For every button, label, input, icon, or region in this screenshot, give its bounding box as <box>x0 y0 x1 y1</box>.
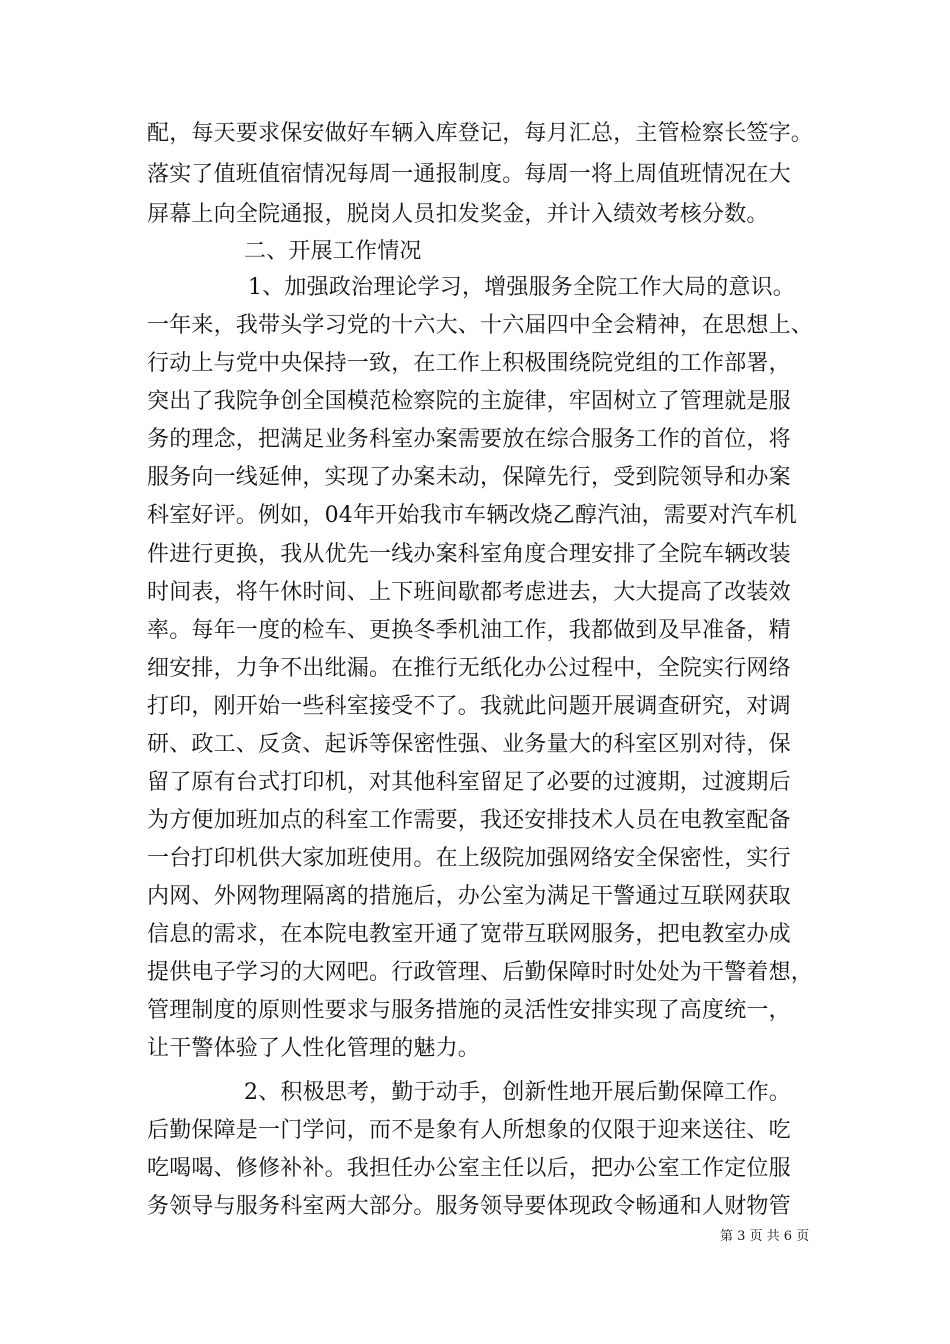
text-line-15: 细安排，力争不出纰漏。在推行无纸化办公过程中，全院实行网络 <box>147 656 791 681</box>
text-line-18: 留了原有台式打印机，对其他科室留足了必要的过渡期，过渡期后 <box>147 770 791 795</box>
text-line-29: 务领导与服务科室两大部分。服务领导要体现政令畅通和人财物管 <box>147 1194 791 1219</box>
text-line-11: 科室好评。例如，04年开始我市车辆改烧乙醇汽油，需要对汽车机 <box>147 503 797 528</box>
section-heading: 二、开展工作情况 <box>244 239 422 264</box>
text-line-10: 服务向一线延伸，实现了办案未动，保障先行，受到院领导和办案 <box>147 465 791 490</box>
text-line-22: 信息的需求，在本院电教室开通了宽带互联网服务，把电教室办成 <box>147 922 791 947</box>
text-line-23: 提供电子学习的大网吧。行政管理、后勤保障时时处处为干警着想， <box>147 960 814 985</box>
page-number: 第 3 页 共 6 页 <box>720 1229 810 1244</box>
subsection-heading-1: 1、加强政治理论学习，增强服务全院工作大局的意识。 <box>248 275 795 300</box>
text-line-17: 研、政工、反贪、起诉等保密性强、业务量大的科室区别对待，保 <box>147 732 791 757</box>
text-line-1: 配，每天要求保安做好车辆入库登记，每月汇总，主管检察长签字。 <box>147 121 814 146</box>
text-line-9: 务的理念，把满足业务科室办案需要放在综合服务工作的首位，将 <box>147 427 791 452</box>
text-line-7: 行动上与党中央保持一致，在工作上积极围绕院党组的工作部署， <box>147 351 791 376</box>
text-line-27: 后勤保障是一门学问，而不是象有人所想象的仅限于迎来送往、吃 <box>147 1118 791 1143</box>
text-line-19: 为方便加班加点的科室工作需要，我还安排技术人员在电教室配备 <box>147 808 791 833</box>
text-line-8: 突出了我院争创全国模范检察院的主旋律，牢固树立了管理就是服 <box>147 389 791 414</box>
text-line-6: 一年来，我带头学习党的十六大、十六届四中全会精神，在思想上、 <box>147 313 814 338</box>
text-line-28: 吃喝喝、修修补补。我担任办公室主任以后，把办公室工作定位服 <box>147 1156 791 1181</box>
text-line-24: 管理制度的原则性要求与服务措施的灵活性安排实现了高度统一， <box>147 998 791 1023</box>
text-line-13: 时间表，将午休时间、上下班间歇都考虑进去，大大提高了改装效 <box>147 580 791 605</box>
text-line-20: 一台打印机供大家加班使用。在上级院加强网络安全保密性，实行 <box>147 846 791 871</box>
text-line-25: 让干警体验了人性化管理的魅力。 <box>147 1036 481 1061</box>
text-line-3: 屏幕上向全院通报，脱岗人员扣发奖金，并计入绩效考核分数。 <box>147 202 769 227</box>
text-line-12: 件进行更换，我从优先一线办案科室角度合理安排了全院车辆改装 <box>147 542 791 567</box>
text-line-16: 打印，刚开始一些科室接受不了。我就此问题开展调查研究，对调 <box>147 694 791 719</box>
text-line-21: 内网、外网物理隔离的措施后，办公室为满足干警通过互联网获取 <box>147 884 791 909</box>
text-line-14: 率。每年一度的检车、更换冬季机油工作，我都做到及早准备，精 <box>147 618 791 643</box>
text-line-2: 落实了值班值宿情况每周一通报制度。每周一将上周值班情况在大 <box>147 162 791 187</box>
subsection-heading-2: 2、积极思考，勤于动手，创新性地开展后勤保障工作。 <box>244 1080 791 1105</box>
